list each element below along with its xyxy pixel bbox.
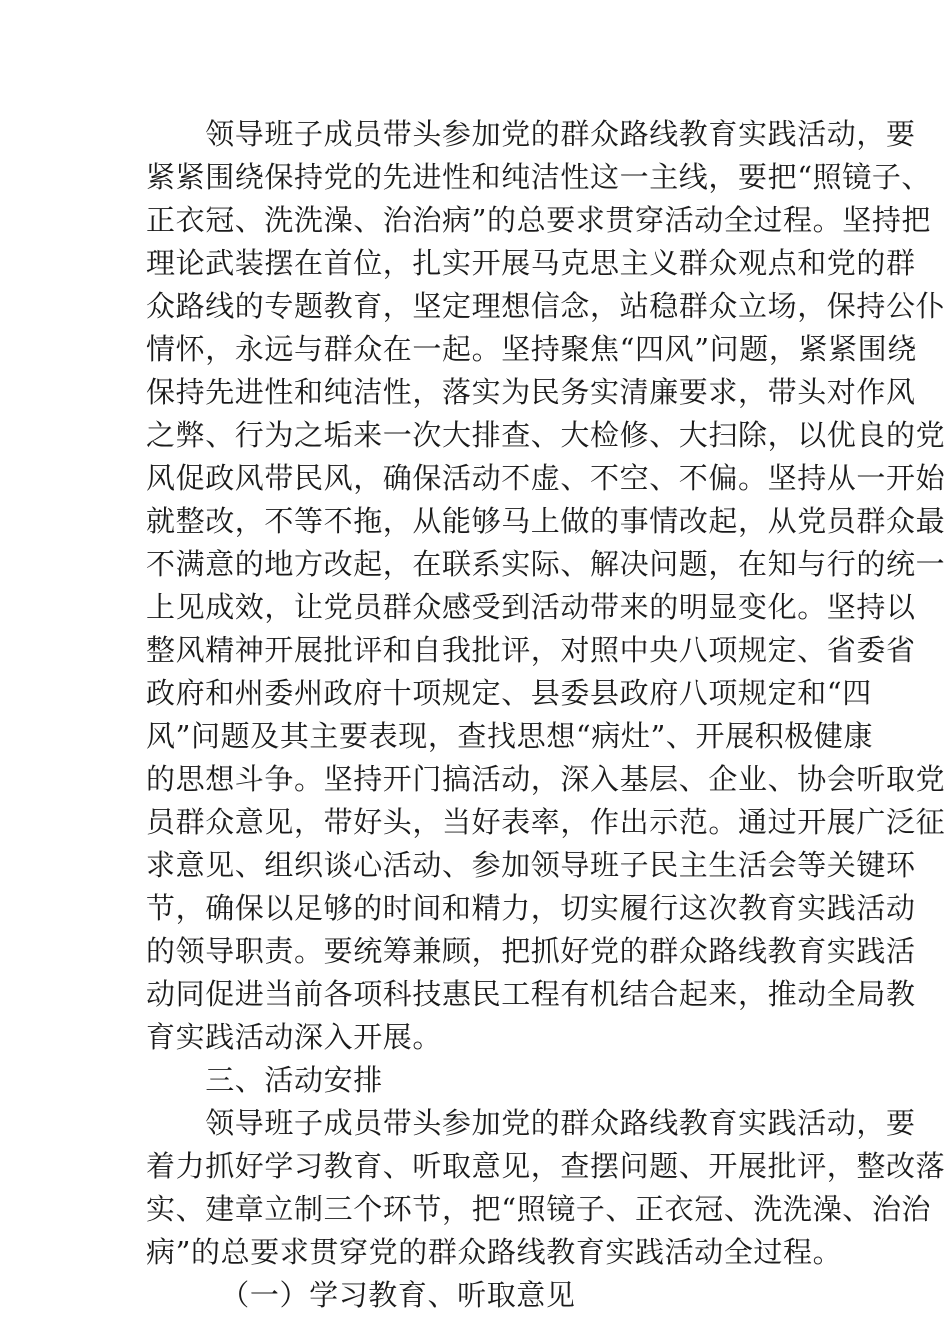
text-line: 理论武装摆在首位，扎实开展马克思主义群众观点和党的群 xyxy=(146,246,916,280)
text-line: 政府和州委州政府十项规定、县委县政府八项规定和“四 xyxy=(146,676,872,710)
text-line: 病”的总要求贯穿党的群众路线教育实践活动全过程。 xyxy=(146,1235,843,1269)
text-line: 上见成效，让党员群众感受到活动带来的明显变化。坚持以 xyxy=(146,590,916,624)
text-line: 节，确保以足够的时间和精力，切实履行这次教育实践活动 xyxy=(146,891,916,925)
text-line: 整风精神开展批评和自我批评，对照中央八项规定、省委省 xyxy=(146,633,916,667)
text-line: 员群众意见，带好头，当好表率，作出示范。通过开展广泛征 xyxy=(146,805,946,839)
text-line: 的领导职责。要统筹兼顾，把抓好党的群众路线教育实践活 xyxy=(146,934,916,968)
text-line: 实、建章立制三个环节，把“照镜子、正衣冠、洗洗澡、治治 xyxy=(146,1192,932,1226)
text-line: 保持先进性和纯洁性，落实为民务实清廉要求，带头对作风 xyxy=(146,375,916,409)
text-line: 不满意的地方改起，在联系实际、解决问题，在知与行的统一 xyxy=(146,547,946,581)
text-line: 育实践活动深入开展。 xyxy=(146,1020,443,1054)
text-line: 求意见、组织谈心活动、参加领导班子民主生活会等关键环 xyxy=(146,848,916,882)
text-line: 领导班子成员带头参加党的群众路线教育实践活动，要 xyxy=(146,1106,916,1140)
text-line: 的思想斗争。坚持开门搞活动，深入基层、企业、协会听取党 xyxy=(146,762,946,796)
text-line: 风”问题及其主要表现，查找思想“病灶”、开展积极健康 xyxy=(146,719,874,753)
text-line: 正衣冠、洗洗澡、治治病”的总要求贯穿活动全过程。坚持把 xyxy=(146,203,932,237)
text-line: 动同促进当前各项科技惠民工程有机结合起来，推动全局教 xyxy=(146,977,916,1011)
text-line: 风促政风带民风，确保活动不虚、不空、不偏。坚持从一开始 xyxy=(146,461,946,495)
text-line: 众路线的专题教育，坚定理想信念，站稳群众立场，保持公仆 xyxy=(146,289,946,323)
section-heading: 三、活动安排 xyxy=(146,1063,383,1097)
text-line: 之弊、行为之垢来一次大排查、大检修、大扫除，以优良的党 xyxy=(146,418,946,452)
subsection-heading: （一）学习教育、听取意见 xyxy=(146,1278,576,1312)
text-line: 领导班子成员带头参加党的群众路线教育实践活动，要 xyxy=(146,117,916,151)
text-line: 着力抓好学习教育、听取意见，查摆问题、开展批评，整改落 xyxy=(146,1149,946,1183)
text-line: 就整改，不等不拖，从能够马上做的事情改起，从党员群众最 xyxy=(146,504,946,538)
text-line: 情怀，永远与群众在一起。坚持聚焦“四风”问题，紧紧围绕 xyxy=(146,332,917,366)
text-line: 紧紧围绕保持党的先进性和纯洁性这一主线，要把“照镜子、 xyxy=(146,160,932,194)
